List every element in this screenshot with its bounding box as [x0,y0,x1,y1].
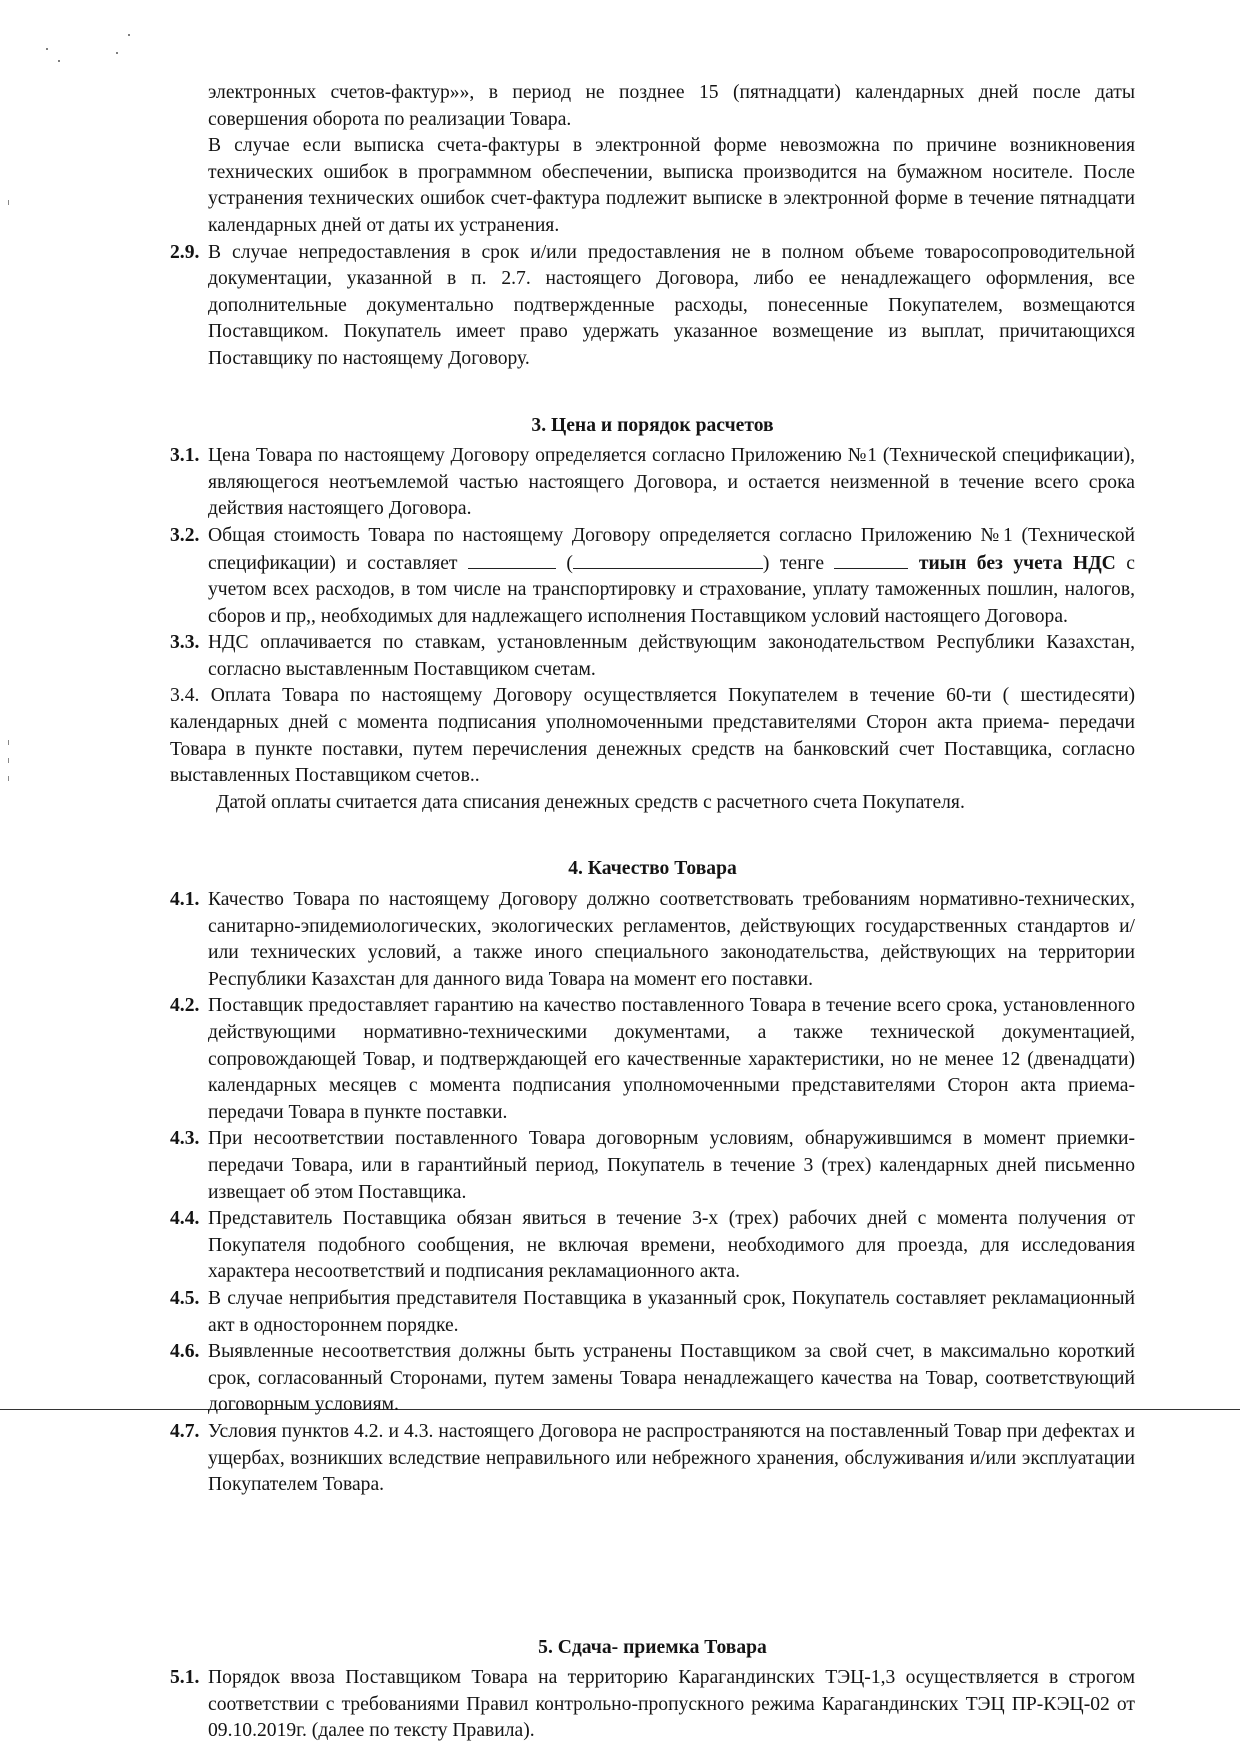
clause-number: 4.1. [170,889,200,911]
section-3-heading: 3. Цена и порядок расчетов [531,414,774,436]
tiyn-blank-field [834,550,908,569]
clause-text: Представитель Поставщика обязан явиться в течение 3-х (трех) рабочих дней с момента получения от Покупателя подобного сообщения, не включая времени, необходимого для проезда, для исследования характера несоответствий и подписания рекламационного акта. [208,1208,1135,1283]
clause-5-1 [170,1665,1135,1745]
clause-number: 4.7. [170,1420,200,1442]
clause-4-4 [170,1206,1135,1286]
scan-mark [8,740,9,745]
clause-number: 2.9. [170,241,200,263]
clause-3-4-payment-date: Датой оплаты считается дата списания денежных средств с расчетного счета Покупателя. [216,791,965,813]
clause-4-1 [170,887,1135,993]
scan-speck [116,52,118,54]
clause-text-part: Общая стоимость Товара по настоящему Договору определяется согласно Приложению №1 (Технической спецификации) и составляет [208,524,1135,574]
scan-speck [58,60,60,62]
clause-number: 4.4. [170,1208,200,1230]
clause-text: НДС оплачивается по ставкам, установленным действующим законодательством Республики Казахстан, согласно выставленным Поставщиком счетам. [208,632,1135,680]
clause-number: 3.1. [170,445,200,467]
clause-3-3 [170,630,1135,683]
paragraph-invoice-paper: В случае если выписка счета-фактуры в электронной форме невозможна по причине возникновения технических ошибок в программном обеспечении, выписка производится на бумажном носителе. После устранения технических ошибок счет-фактура подлежит выписке в электронной форме в течение пятнадцати календарных дней от даты их устранения. [208,135,1135,236]
clause-4-7 [170,1419,1135,1499]
clause-number: 3.3. [170,632,200,654]
clause-text-part: ) тенге [762,552,825,574]
clause-2-9 [170,240,1135,373]
clause-text: Выявленные несоответствия должны быть устранены Поставщиком за свой счет, в максимально короткий срок, согласованный Сторонами, путем замены Товара ненадлежащего качества на Товар, соответствующий договорным условиям. [208,1341,1135,1416]
clause-4-5 [170,1286,1135,1339]
clause-4-6 [170,1339,1135,1419]
clause-text-part: с учетом всех расходов, в том числе на транспортировку и страхование, уплату таможенных пошлин, налогов, сборов и пр,, необходимых для надлежащего исполнения Поставщиком условий настоящего Договора. [208,552,1135,627]
clause-text [208,523,1135,630]
clause-3-1 [170,443,1135,523]
section-4-heading: 4. Качество Товара [568,858,737,880]
section-5-heading: 5. Сдача- приемка Товара [538,1636,767,1658]
scan-speck [128,34,130,36]
clause-text: Поставщик предоставляет гарантию на качество поставленного Товара в течение всего срока, установленного действующими нормативно-техническими документами, а также технической документацией, сопровождающей Товар, и подтверждающей его качественные характеристики, но не менее 12 (двенадцати) календарных месяцев с момента подписания уполномоченными представителями Сторон акта приема-передачи Товара в пункте поставки. [208,995,1135,1123]
clause-number: 4.3. [170,1128,200,1150]
clause-3-4: 3.4. Оплата Товара по настоящему Договору осуществляется Покупателем в течение 60-ти ( шестидесяти) календарных дней с момента подписания уполномоченными представителями Сторон акта приема- передачи Товара в пункте поставки, путем перечисления денежных средств на банковский счет Поставщика, согласно выставленных Поставщиком счетов.. [170,685,1135,787]
clause-number: 4.2. [170,995,200,1017]
clause-text: В случае неприбытия представителя Поставщика в указанный срок, Покупатель составляет рекламационный акт в одностороннем порядке. [208,1287,1135,1336]
clause-4-3 [170,1126,1135,1206]
clause-number: 4.6. [170,1341,200,1363]
clause-number: 4.5. [170,1287,200,1309]
clause-4-2 [170,993,1135,1126]
clause-text-bold: тиын без учета НДС [918,552,1116,574]
scan-mark [8,758,9,763]
scan-speck [46,48,48,50]
amount-words-blank-field [573,550,763,569]
clause-text: Условия пунктов 4.2. и 4.3. настоящего Договора не распространяются на поставленный Товар при дефектах и ущербах, возникших вследствие неправильного или небрежного хранения, обслуживания и/или эксплуатации Покупателем Товара. [208,1420,1135,1496]
clause-text: В случае непредоставления в срок и/или предоставления не в полном объеме товаросопроводительной документации, указанной в п. 2.7. настоящего Договора, либо ее ненадлежащего оформления, все дополнительные документально подтвержденные расходы, понесенные Покупателем, возмещаются Поставщиком. Покупатель имеет право удержать указанное возмещение из выплат, причитающихся Поставщику по настоящему Договору. [208,241,1135,369]
scan-mark [8,776,9,781]
document-body [170,80,1135,1745]
paragraph-invoice-deadline: электронных счетов-фактур»», в период не позднее 15 (пятнадцати) календарных дней после даты совершения оборота по реализации Товара. [208,82,1135,130]
clause-text: Качество Товара по настоящему Договору должно соответствовать требованиям нормативно-технических, санитарно-эпидемиологических, экологических регламентов, действующих государственных стандартов и/или технических условий, а также иного специального законодательства, действующих на территории Республики Казахстан для данного вида Товара на момент его поставки. [208,889,1135,990]
clause-text: Порядок ввоза Поставщиком Товара на территорию Карагандинских ТЭЦ-1,3 осуществляется в строгом соответствии с требованиями Правил контрольно-пропускного режима Карагандинских ТЭЦ ПР-КЭЦ-02 от 09.10.2019г. (далее по тексту Правила). [208,1667,1135,1742]
amount-blank-field [468,550,556,569]
scan-mark [8,200,9,205]
clause-number: 3.2. [170,524,200,546]
clause-number: 5.1. [170,1667,200,1689]
clause-3-2 [170,523,1135,630]
clause-text: Цена Товара по настоящему Договору определяется согласно Приложению №1 (Технической спецификации), являющегося неотъемлемой частью настоящего Договора, и остается неизменной в течение всего срока действия настоящего Договора. [208,445,1135,520]
clause-text: При несоответствии поставленного Товара договорным условиям, обнаружившимся в момент приемки-передачи Товара, или в гарантийный период, Покупатель в течение 3 (трех) календарных дней письменно извещает об этом Поставщика. [208,1128,1135,1203]
clause-text-part: ( [566,552,573,574]
